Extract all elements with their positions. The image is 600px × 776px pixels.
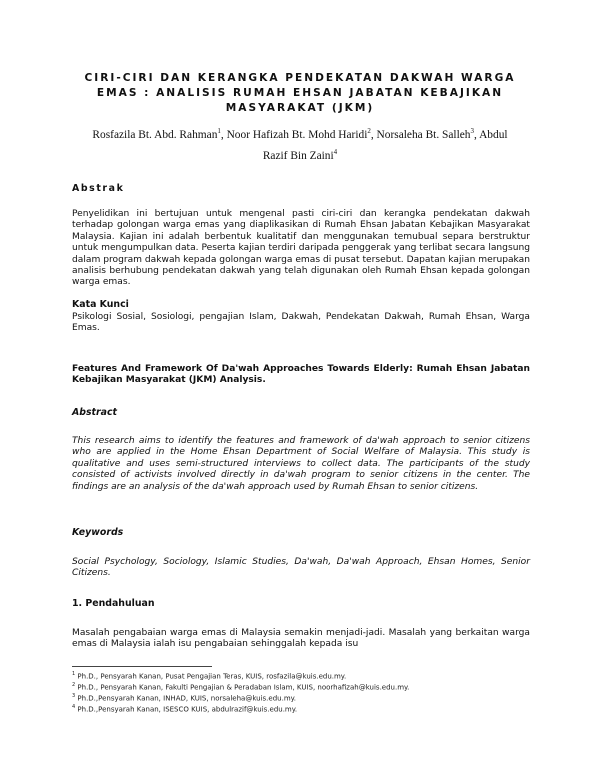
keywords-text: Social Psychology, Sociology, Islamic Studies, Da'wah, Da'wah Approach, Ehsan Homes, Senior Citizens. — [72, 557, 530, 579]
author-4-prefix: , Abdul — [474, 128, 508, 141]
author-2: , Noor Hafizah Bt. Mohd Haridi — [220, 128, 368, 141]
footnote-2-text: Ph.D., Pensyarah Kanan, Fakulti Pengajian & Peradaban Islam, KUIS, noorhafizah@kuis.edu.my. — [75, 683, 410, 692]
author-1: Rosfazila Bt. Abd. Rahman — [92, 128, 218, 141]
abstract-text: This research aims to identify the features and framework of da'wah approach to senior citizens who are applied in the Home Ehsan Department of Social Welfare of Malaysia. This study is qualitative and uses semi-structured interviews to collect data. The participants of the study consisted of activists involved directly in da'wah program to senior citizens in the center. The findings are an analysis of the da'wah approach used by Rumah Ehsan to senior citizens. — [72, 436, 530, 492]
author-3-mark: 3 — [470, 127, 475, 135]
kata-kunci-text: Psikologi Sosial, Sosiologi, pengajian Islam, Dakwah, Pendekatan Dakwah, Rumah Ehsan, Warga Emas. — [72, 312, 530, 334]
title-line-1: CIRI-CIRI DAN KERANGKA PENDEKATAN DAKWAH WARGA — [84, 72, 516, 84]
footnote-1-mark: 1 — [72, 671, 76, 677]
pendahuluan-text: Masalah pengabaian warga emas di Malaysia semakin menjadi-jadi. Masalah yang berkaitan warga emas di Malaysia ialah isu pengabaian sehinggalah kepada isu — [72, 628, 530, 650]
title-line-3: MASYARAKAT (JKM) — [225, 102, 375, 114]
footnote-4 — [72, 702, 532, 715]
footnote-4-mark: 4 — [72, 704, 76, 710]
author-3: , Norsaleha Bt. Salleh — [370, 128, 471, 141]
english-title: Features And Framework Of Da'wah Approaches Towards Elderly: Rumah Ehsan Jabatan Kebajikan Masyarakat (JKM) Analysis. — [72, 364, 530, 386]
paper-title — [70, 71, 530, 116]
footnote-3-mark: 3 — [72, 693, 76, 699]
footnote-1-text: Ph.D., Pensyarah Kanan, Pusat Pengajian Teras, KUIS, rosfazila@kuis.edu.my. — [75, 672, 347, 681]
footnote-3-text: Ph.D.,Pensyarah Kanan, INHAD, KUIS, norsaleha@kuis.edu.my. — [75, 694, 297, 703]
kata-kunci-heading: Kata Kunci — [72, 299, 129, 310]
title-line-2: EMAS : ANALISIS RUMAH EHSAN JABATAN KEBAJIKAN — [96, 87, 504, 99]
author-line-1 — [70, 123, 530, 144]
author-4: Razif Bin Zaini — [262, 149, 334, 162]
author-line-2 — [70, 144, 530, 165]
abstrak-heading: Abstrak — [72, 183, 125, 194]
abstrak-text: Penyelidikan ini bertujuan untuk mengenal pasti ciri-ciri dan kerangka pendekatan dakwah terhadap golongan warga emas yang diaplikasikan di Rumah Ehsan Jabatan Kebajikan Masyarakat Malaysia. Kajian ini adalah berbentuk kualitatif dan menggunakan temubual separa berstruktur untuk mengumpulkan data. Peserta kajian terdiri daripada penggerak yang terlibat secara langsung dalam program dakwah kepada golongan warga emas di pusat tersebut. Dapatan kajian merupakan analisis berhubung pendekatan dakwah yang telah digunakan oleh Rumah Ehsan kepada golongan warga emas. — [72, 209, 530, 288]
footnote-divider — [72, 666, 212, 667]
section-heading-pendahuluan: 1. Pendahuluan — [72, 598, 155, 609]
author-4-mark: 4 — [333, 147, 338, 156]
footnote-4-text: Ph.D.,Pensyarah Kanan, ISESCO KUIS, abdulrazif@kuis.edu.my. — [75, 705, 298, 714]
footnote-2-mark: 2 — [72, 682, 76, 688]
author-2-mark: 2 — [367, 127, 371, 135]
keywords-heading: Keywords — [72, 527, 124, 538]
abstract-heading: Abstract — [72, 407, 118, 418]
author-1-mark: 1 — [217, 127, 221, 135]
author-list — [70, 123, 530, 165]
